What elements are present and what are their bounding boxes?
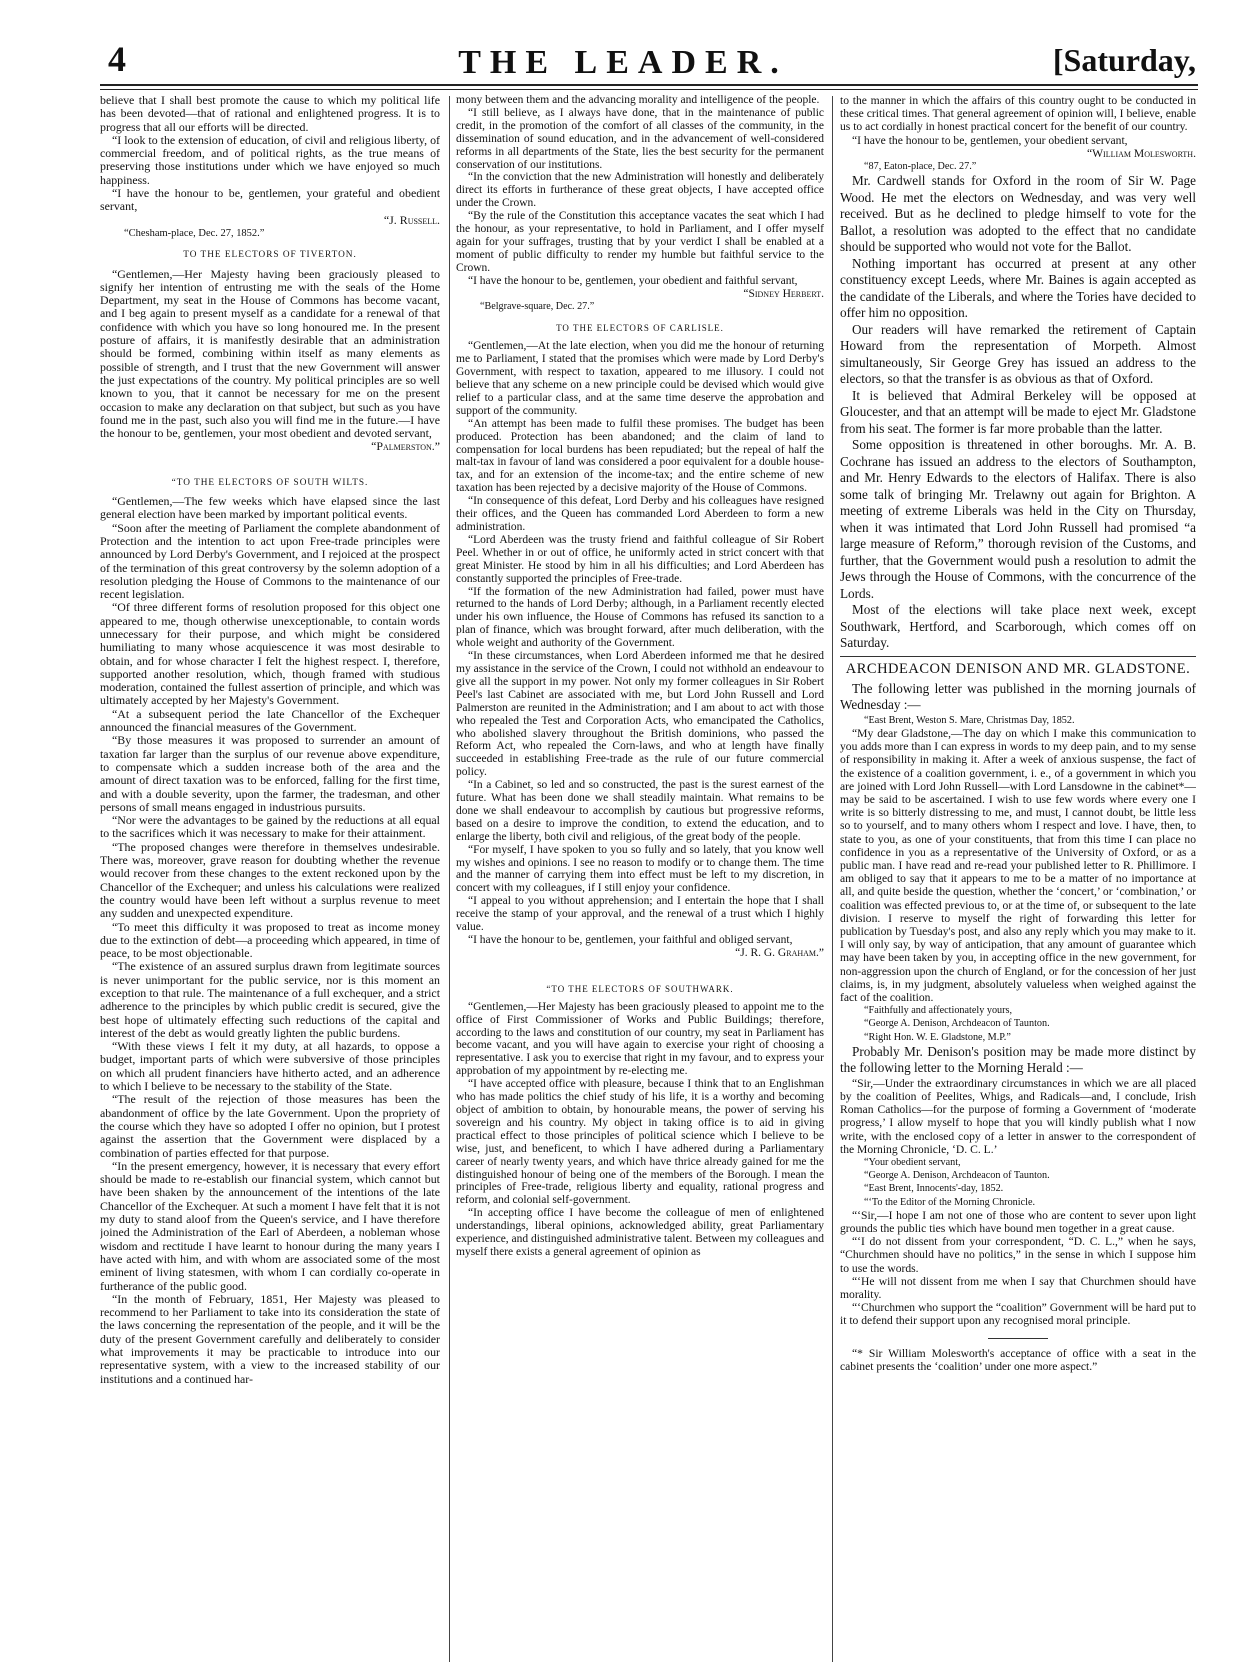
news-paragraph: Our readers will have remarked the retirement of Captain Howard from the representation of Morpeth. Almost simultaneously, Sir George Grey has issued an address to the electors, so that the transfer is as obvious as that of Oxford. bbox=[840, 321, 1196, 387]
denison-letter-block bbox=[840, 714, 1196, 1044]
news-paragraph: Most of the elections will take place next week, except Southwark, Hertford, and Scarborough, which comes off on Saturday. bbox=[840, 602, 1196, 651]
wilts-paragraph: “Of three different forms of resolution proposed for this object one appeared to me, though otherwise unexceptionable, to contain words unnecessary for their purpose, and which might be considered humiliating to many whose acquiescence it was most desirable to obtain, and for whose character I felt the highest respect. I, therefore, supported another resolution, which, though framed with studious moderation, contained the fullest assertion of principle, and which was ultimately accepted by her Majesty's Government. bbox=[100, 600, 440, 708]
carlisle-paragraph: “An attempt has been made to fulfil these promises. The budget has been produced. Protection has been abandoned; and the claim of land to compensation for local burdens has been repudiated; but the repeal of half the malt-tax in favour of land was considered a poor equivalent for a double house-tax, and for an extension of the income-tax; and the entire scheme of new taxation has been rejected by a decisive majority of the House of Commons. bbox=[456, 417, 824, 495]
molesworth-paragraph: “I have the honour to be, gentlemen, your obedient servant, bbox=[852, 133, 1128, 147]
denison-recipient: “Right Hon. W. E. Gladstone, M.P.” bbox=[864, 1031, 1011, 1043]
carlisle-paragraph: “For myself, I have spoken to you so fully and so lately, that you know well my wishes and opinions. I see no reason to modify or to change them. The time and the manner of carrying them into effect must be left to my discretion, in concert with my colleagues, if I still enjoy your confidence. bbox=[456, 843, 824, 895]
news-paragraph: Mr. Cardwell stands for Oxford in the room of Sir W. Page Wood. He met the electors on Wednesday, and was very well received. But as he declined to pledge himself to vote for the Ballot, a resolution was adopted to the effect that no candidate should be supported who would not vote for the Ballot. bbox=[840, 173, 1196, 255]
chronicle-paragraph: “‘I do not dissent from your correspondent, “D. C. L.,” when he says, “Churchmen should have no politics,” in the sense in which I suppose him to use the words. bbox=[840, 1235, 1196, 1275]
article-separator bbox=[840, 656, 1196, 657]
denison-letter: “My dear Gladstone,—The day on which I make this communication to you adds more than I can express in words to my deep pain, and to my sense of responsibility in making it. After a week of anxious suspense, the fact of the existence of a coalition government, i. e., of a government in which you are joined with Lord John Russell—with Lord Lansdowne in the cabinet*—may be said to be ascertained. I wish to use few words where every one I write is so bitterly distressing to me, and must, I cannot doubt, be little less so to yourself, and to many others whom I respect and love. I have, then, to state to you, as one of your constituents, that from this time I can place no confidence in you as a representative of the University of Oxford, or as a public man. I have read and re-read your published letter to R. Phillimore. I am obliged to say that it appears to me to be a matter of no importance at all, and quite beside the question, whether the ‘concert,’ or ‘combination,’ or coalition was effected previous to, or at the time of, or subsequent to the late division. I reserve to myself the right of forwarding this letter for publication by Tuesday's post, and also any reply which you may make to it. I will only say, by way of anticipation, that any amount of guarantee which may have been taken by you, in accepting office in the new government, for non-aggression upon the church of England, or for the concession of her just claims, is, in my judgment, absolutely valueless when weighed against the fact of the coalition. bbox=[840, 726, 1196, 1004]
denison-signature: “George A. Denison, Archdeacon of Taunton. bbox=[864, 1018, 1050, 1030]
wilts-paragraph: “With these views I felt it my duty, at all hazards, to oppose a budget, important parts of which were subversive of those principles on which all prudent financiers have hitherto acted, and an adherence to which I believe to be necessary to the stability of the State. bbox=[100, 1039, 440, 1094]
wilts-paragraph: “By those measures it was proposed to surrender an amount of taxation far larger than the surplus of our revenue above expenditure, to compensate which a sudden increase both of the area and the amount of direct taxation was to be enforced, falling for the first time, and with a double severity, upon the farmer, the tradesman, and other persons of small means engaged in industrious pursuits. bbox=[100, 733, 440, 814]
herald-intro: Probably Mr. Denison's position may be made more distinct by the following letter to the Morning Herald :— bbox=[840, 1043, 1196, 1076]
wilts-paragraph: “The existence of an assured surplus drawn from legitimate sources is never unimportant for the public service, nor is this moment an exception to that rule. The maintenance of a full exchequer, and a strict adherence to the principles by which public credit is secured, give the best hope of ultimately effecting such reductions of the capital and interest of the debt as would greatly lighten the public burdens. bbox=[100, 959, 440, 1040]
carlisle-paragraph: “If the formation of the new Administration had failed, power must have returned to the hands of Lord Derby; although, in a Parliament recently elected under his own influence, the House of Commons has refused its sanction to a plan of finance, which was brought forward, after much deliberation, with the whole weight and authority of the Government. bbox=[456, 585, 824, 650]
wilts-paragraph: “In the present emergency, however, it is necessary that every effort should be made to re-establish our financial system, which cannot but have been shaken by the announcement of the intentions of the late Chancellor of the Exchequer. At such a moment I have felt that it is not my duty to stand aloof from the Queen's service, and I have therefore joined the Administration of the Earl of Aberdeen, a nobleman whose wisdom and rectitude I have learnt to honour during the many years I have acted with him, and with whom are associated some of the most eminent of living statesmen, with whom I can cordially co-operate in furtherance of the public good. bbox=[100, 1158, 440, 1293]
tiverton-heading: TO THE ELECTORS OF TIVERTON. bbox=[183, 250, 357, 261]
chronicle-heading: “‘To the Editor of the Morning Chronicle. bbox=[864, 1196, 1036, 1208]
south-wilts-heading: “TO THE ELECTORS OF SOUTH WILTS. bbox=[171, 477, 369, 488]
russell-paragraph: “I have the honour to be, gentlemen, your grateful and obedient servant, bbox=[100, 186, 440, 214]
herbert-signature: “Sidney Herbert. bbox=[743, 287, 824, 300]
news-paragraph: Some opposition is threatened in other boroughs. Mr. A. B. Cochrane has issued an address to the electors of Southampton, and Mr. Henry Edwards to the electors of Halifax. There is also some talk of bringing Mr. Trelawny out again for Brighton. A meeting of extreme Liberals was held in the City on Thursday, when it was intimated that Lord John Russell had promised “a large measure of Reform,” thorough revision of the Customs, and further, that the Government would push a resolution to admit the Jews through the House of Commons, with the concurrence of the Lords. bbox=[840, 437, 1196, 601]
chronicle-paragraph: “‘Churchmen who support the “coalition” Government will be hard put to it to defend their support upon any recognised moral principle. bbox=[840, 1301, 1196, 1328]
wilts-paragraph: “The result of the rejection of those measures has been the abandonment of office by the late Government. Upon the propriety of the course which they have so adopted I offer no opinion, but I protest against the assertion that the Government were displaced by a combination of parties effected for that purpose. bbox=[100, 1092, 440, 1160]
wilts-paragraph: “At a subsequent period the late Chancellor of the Exchequer announced the financial measures of the Government. bbox=[100, 706, 440, 735]
column-divider bbox=[832, 96, 833, 1662]
carlisle-paragraph: “Lord Aberdeen was the trusty friend and faithful colleague of Sir Robert Peel. Whether in or out of office, he uniformly acted in strict concert with that great Minister. He stood by him in all his difficulties; and Lord Aberdeen has constantly supported the principles of Free-trade. bbox=[456, 533, 824, 585]
herald-letter: “Sir,—Under the extraordinary circumstances in which we are all placed by the coalition of Peelites, Whigs, and Radicals—and, I conclude, Irish Roman Catholics—for the purpose of forming a Government of ‘moderate progress,’ I allow myself to hope that you will kindly publish what I now write, with the enclosed copy of a letter in answer to the correspondent of the Morning Chronicle, ‘D. C. L.’ bbox=[840, 1076, 1196, 1156]
carlisle-paragraph: “Gentlemen,—At the late election, when you did me the honour of returning me to Parliament, I stated that the promises which were made by Lord Derby's Government, with respect to taxation, appeared to me illusory. I could not believe that any scheme on a new principle could be devised which would give relief to a particular class, and at the same time deserve the approbation and support of the community. bbox=[456, 340, 824, 417]
footnote: “* Sir William Molesworth's acceptance of office with a seat in the cabinet presents the ‘coalition’ under one more aspect.” bbox=[840, 1346, 1196, 1373]
masthead bbox=[30, 38, 1216, 82]
molesworth-signature: “William Molesworth. bbox=[1086, 146, 1196, 160]
russell-address: “Chesham-place, Dec. 27, 1852.” bbox=[124, 227, 265, 239]
page-number: 4 bbox=[108, 39, 126, 79]
southwark-paragraph: “In accepting office I have become the colleague of men of enlightened understandings, liberal opinions, acknowledged ability, great Parliamentary experience, and distinguished administrative talent. Between my colleagues and myself there exists a general agreement of opinion as bbox=[456, 1207, 824, 1258]
herald-letter-block bbox=[840, 1077, 1196, 1373]
molesworth-letter bbox=[840, 94, 1196, 173]
palmerston-signature: “Palmerston.” bbox=[371, 439, 440, 454]
denison-dateline: “East Brent, Weston S. Mare, Christmas Day, 1852. bbox=[864, 714, 1075, 726]
herald-closing: “Your obedient servant, bbox=[864, 1157, 961, 1169]
wilts-paragraph: “Nor were the advantages to be gained by the reductions at all equal to the sacrifices which it was necessary to make for their attainment. bbox=[100, 813, 440, 841]
carlisle-paragraph: “I appeal to you without apprehension; and I entertain the hope that I shall receive the stamp of your approval, and the renewal of a trust which I highly value. bbox=[456, 895, 824, 934]
wilts-paragraph: “To meet this difficulty it was proposed to treat as income money due to the extinction of debt—a proceeding which appeared, in time of peace, to be most objectionable. bbox=[100, 919, 440, 961]
molesworth-paragraph: to the manner in which the affairs of this country ought to be conducted in these critical times. That general agreement of opinion will, I believe, enable us to act cordially in honest practical concert for the benefit of our country. bbox=[840, 94, 1196, 134]
herbert-paragraph: “I have the honour to be, gentlemen, your obedient and faithful servant, bbox=[468, 274, 798, 287]
chronicle-paragraph: “‘He will not dissent from me when I say that Churchmen should have morality. bbox=[840, 1274, 1196, 1302]
molesworth-address: “87, Eaton-place, Dec. 27.” bbox=[864, 161, 977, 173]
footnote-separator bbox=[988, 1338, 1048, 1339]
wilts-paragraph: “Soon after the meeting of Parliament the complete abandonment of Protection and the intention to act upon Free-trade principles were announced by Lord Derby's Government, and I rejoiced at the prospect of the termination of this great controversy by the solemn adoption of a resolution pledging the House of Commons to the maintenance of our recent legislation. bbox=[100, 520, 440, 602]
column-3 bbox=[840, 94, 1196, 1664]
carlisle-paragraph: “In a Cabinet, so led and so constructed, the past is the surest earnest of the future. What has been done we shall steadily maintain. What remains to be done we shall endeavour to accomplish by cautious but progressive reforms, based on a desire to improve the condition, to extend the education, and to enlarge the liberty, both civil and religious, of the great body of the people. bbox=[456, 779, 824, 843]
news-paragraph: It is believed that Admiral Berkeley will be opposed at Gloucester, and that an attempt will be made to eject Mr. Gladstone from his seat. The former is far more probable than the latter. bbox=[840, 387, 1196, 436]
southwark-paragraph: “I have accepted office with pleasure, because I think that to an Englishman who has made politics the chief study of his life, it is a worthy and becoming object of ambition to obtain, by honourable means, the power of serving his sovereign and his country. My object in taking office is to aid in giving practical effect to those principles of political science which I believe to be wise, just, and beneficent, to which I have adhered during a Parliamentary career of nearly twenty years, and which have thrice already gained for me the distinguished honour of being one of the members of the Borough. I mean the principles of Free-trade, religious liberty and equality, rational progress and reform, and colonial self-government. bbox=[456, 1078, 824, 1207]
herald-address: “East Brent, Innocents'-day, 1852. bbox=[864, 1183, 1004, 1195]
herbert-paragraph: mony between them and the advancing morality and intelligence of the people. bbox=[456, 94, 820, 106]
southwark-heading: “TO THE ELECTORS OF SOUTHWARK. bbox=[546, 983, 734, 994]
herbert-address: “Belgrave-square, Dec. 27.” bbox=[480, 300, 595, 312]
news-paragraph: Nothing important has occurred at present at any other constituency except Leeds, where Mr. Baines is again accepted as the candidate of the Liberals, and where the Tories have decided to offer him no opposition. bbox=[840, 255, 1196, 321]
issue-day: [Saturday, bbox=[1052, 42, 1196, 78]
tiverton-letter: “Gentlemen,—Her Majesty having been graciously pleased to signify her intention of entrusting me with the seals of the Home Department, my seat in the House of Commons has become vacant, and I beg again to present myself as a candidate for a renewal of that confidence with which you have so long honoured me. In the present posture of affairs, it is manifestly desirable that an administration should be formed, combining within itself as many elements as possible of strength, and I trust that the new Government will answer the just expectations of the country. My political principles are so well known to you, that it cannot be necessary for me on the present occasion to make any declaration on that subject, but such as you have found me in the past, such also you will find me in the future.—I have the honour to be, gentlemen, your most obedient and devoted servant, bbox=[100, 266, 440, 441]
column-2 bbox=[456, 94, 824, 1664]
carlisle-paragraph: “In consequence of this defeat, Lord Derby and his colleagues have resigned their offices, and the Queen has commanded Lord Aberdeen to form a new administration. bbox=[456, 495, 824, 533]
russell-paragraph: “I look to the extension of education, of civil and religious liberty, of commercial freedom, and of political rights, as the true means of preserving those institutions under which we have enjoyed so much happiness. bbox=[100, 132, 440, 187]
herald-signature: “George A. Denison, Archdeacon of Taunton. bbox=[864, 1170, 1050, 1182]
denison-intro: The following letter was published in the morning journals of Wednesday :— bbox=[840, 680, 1196, 713]
carlisle-heading: TO THE ELECTORS OF CARLISLE. bbox=[556, 323, 724, 334]
carlisle-paragraph: “In these circumstances, when Lord Aberdeen informed me that he desired my assistance in the service of the Crown, I could not withhold an endeavour to give all the support in my power. Not only my former colleagues in Sir Robert Peel's last Cabinet are associated with me, but Lord John Russell and Lord Palmerston are reunited in the Administration; and I am about to act with those who repealed the Test and Corporation Acts, who emancipated the Catholics, who abolished slavery throughout the British dominions, who passed the Reform Act, who repealed the Corn-laws, and who at length have finally succeeded in establishing Free-trade as the rule of our future commercial policy. bbox=[456, 650, 824, 779]
chronicle-paragraph: “‘Sir,—I hope I am not one of those who are content to sever upon light grounds the public ties which have bound men together in a great cause. bbox=[840, 1208, 1196, 1236]
carlisle-paragraph: “I have the honour to be, gentlemen, your faithful and obliged servant, bbox=[468, 934, 793, 946]
newspaper-title: THE LEADER. bbox=[458, 44, 788, 81]
wilts-paragraph: “The proposed changes were therefore in themselves undesirable. There was, moreover, grave reason for doubting whether the revenue would recover from these changes to the extent reckoned upon by the Chancellor of the Exchequer; and unless his calculations were realized the country would have been left without a surplus revenue to meet any sudden and unexpected expenditure. bbox=[100, 839, 440, 921]
wilts-paragraph: “In the month of February, 1851, Her Majesty was pleased to recommend to her Parliament to take into its consideration the state of the laws concerning the representation of the people, and it will be the duty of the present Government carefully and deliberately to consider what improvements it may be practicable to introduce into our representative system, with a view to the increased stability of our institutions and a continued har- bbox=[100, 1291, 440, 1386]
masthead-rule-thin bbox=[100, 89, 1198, 90]
herbert-paragraph: “I still believe, as I always have done, that in the maintenance of public credit, in the promotion of the comfort of all classes of the community, in the dissemination of sound education, and in the advancement of well-considered reforms in all departments of the State, lies the best security for the permanent conservation of our institutions. bbox=[456, 106, 824, 171]
denison-closing: “Faithfully and affectionately yours, bbox=[864, 1005, 1013, 1017]
southwark-paragraph: “Gentlemen,—Her Majesty has been graciously pleased to appoint me to the office of First Commissioner of Works and Public Buildings; therefore, according to the laws and constitution of our country, my seat in Parliament has become vacant, and you will have again to exercise your right of choosing a representative. I ask you to exercise that right in my favour, and to express your approbation of my appointment by re-electing me. bbox=[456, 1000, 824, 1078]
denison-gladstone-headline: ARCHDEACON DENISON AND MR. GLADSTONE. bbox=[845, 660, 1191, 677]
herbert-paragraph: “By the rule of the Constitution this acceptance vacates the seat which I had the honour, as your representative, to hold in Parliament, and I offer myself again for your suffrages, trusting that by your verdict I shall be enabled at a moment of public difficulty to render my humble but faithful service to the Crown. bbox=[456, 210, 824, 274]
herbert-paragraph: “In the conviction that the new Administration will honestly and deliberately direct its efforts in furtherance of these great objects, I have accepted office under the Crown. bbox=[456, 171, 824, 210]
column-1 bbox=[100, 94, 440, 1664]
graham-signature: “J. R. G. Graham.” bbox=[735, 946, 824, 959]
russell-paragraph: believe that I shall best promote the cause to which my political life has been devoted—that of rational and enlightened progress. It is to progress that all our efforts will be directed. bbox=[100, 94, 440, 134]
wilts-paragraph: “Gentlemen,—The few weeks which have elapsed since the last general election have been marked by important political events. bbox=[100, 494, 440, 522]
column-divider bbox=[449, 96, 450, 1662]
masthead-rule bbox=[100, 84, 1198, 86]
russell-signature: “J. Russell. bbox=[383, 212, 440, 227]
